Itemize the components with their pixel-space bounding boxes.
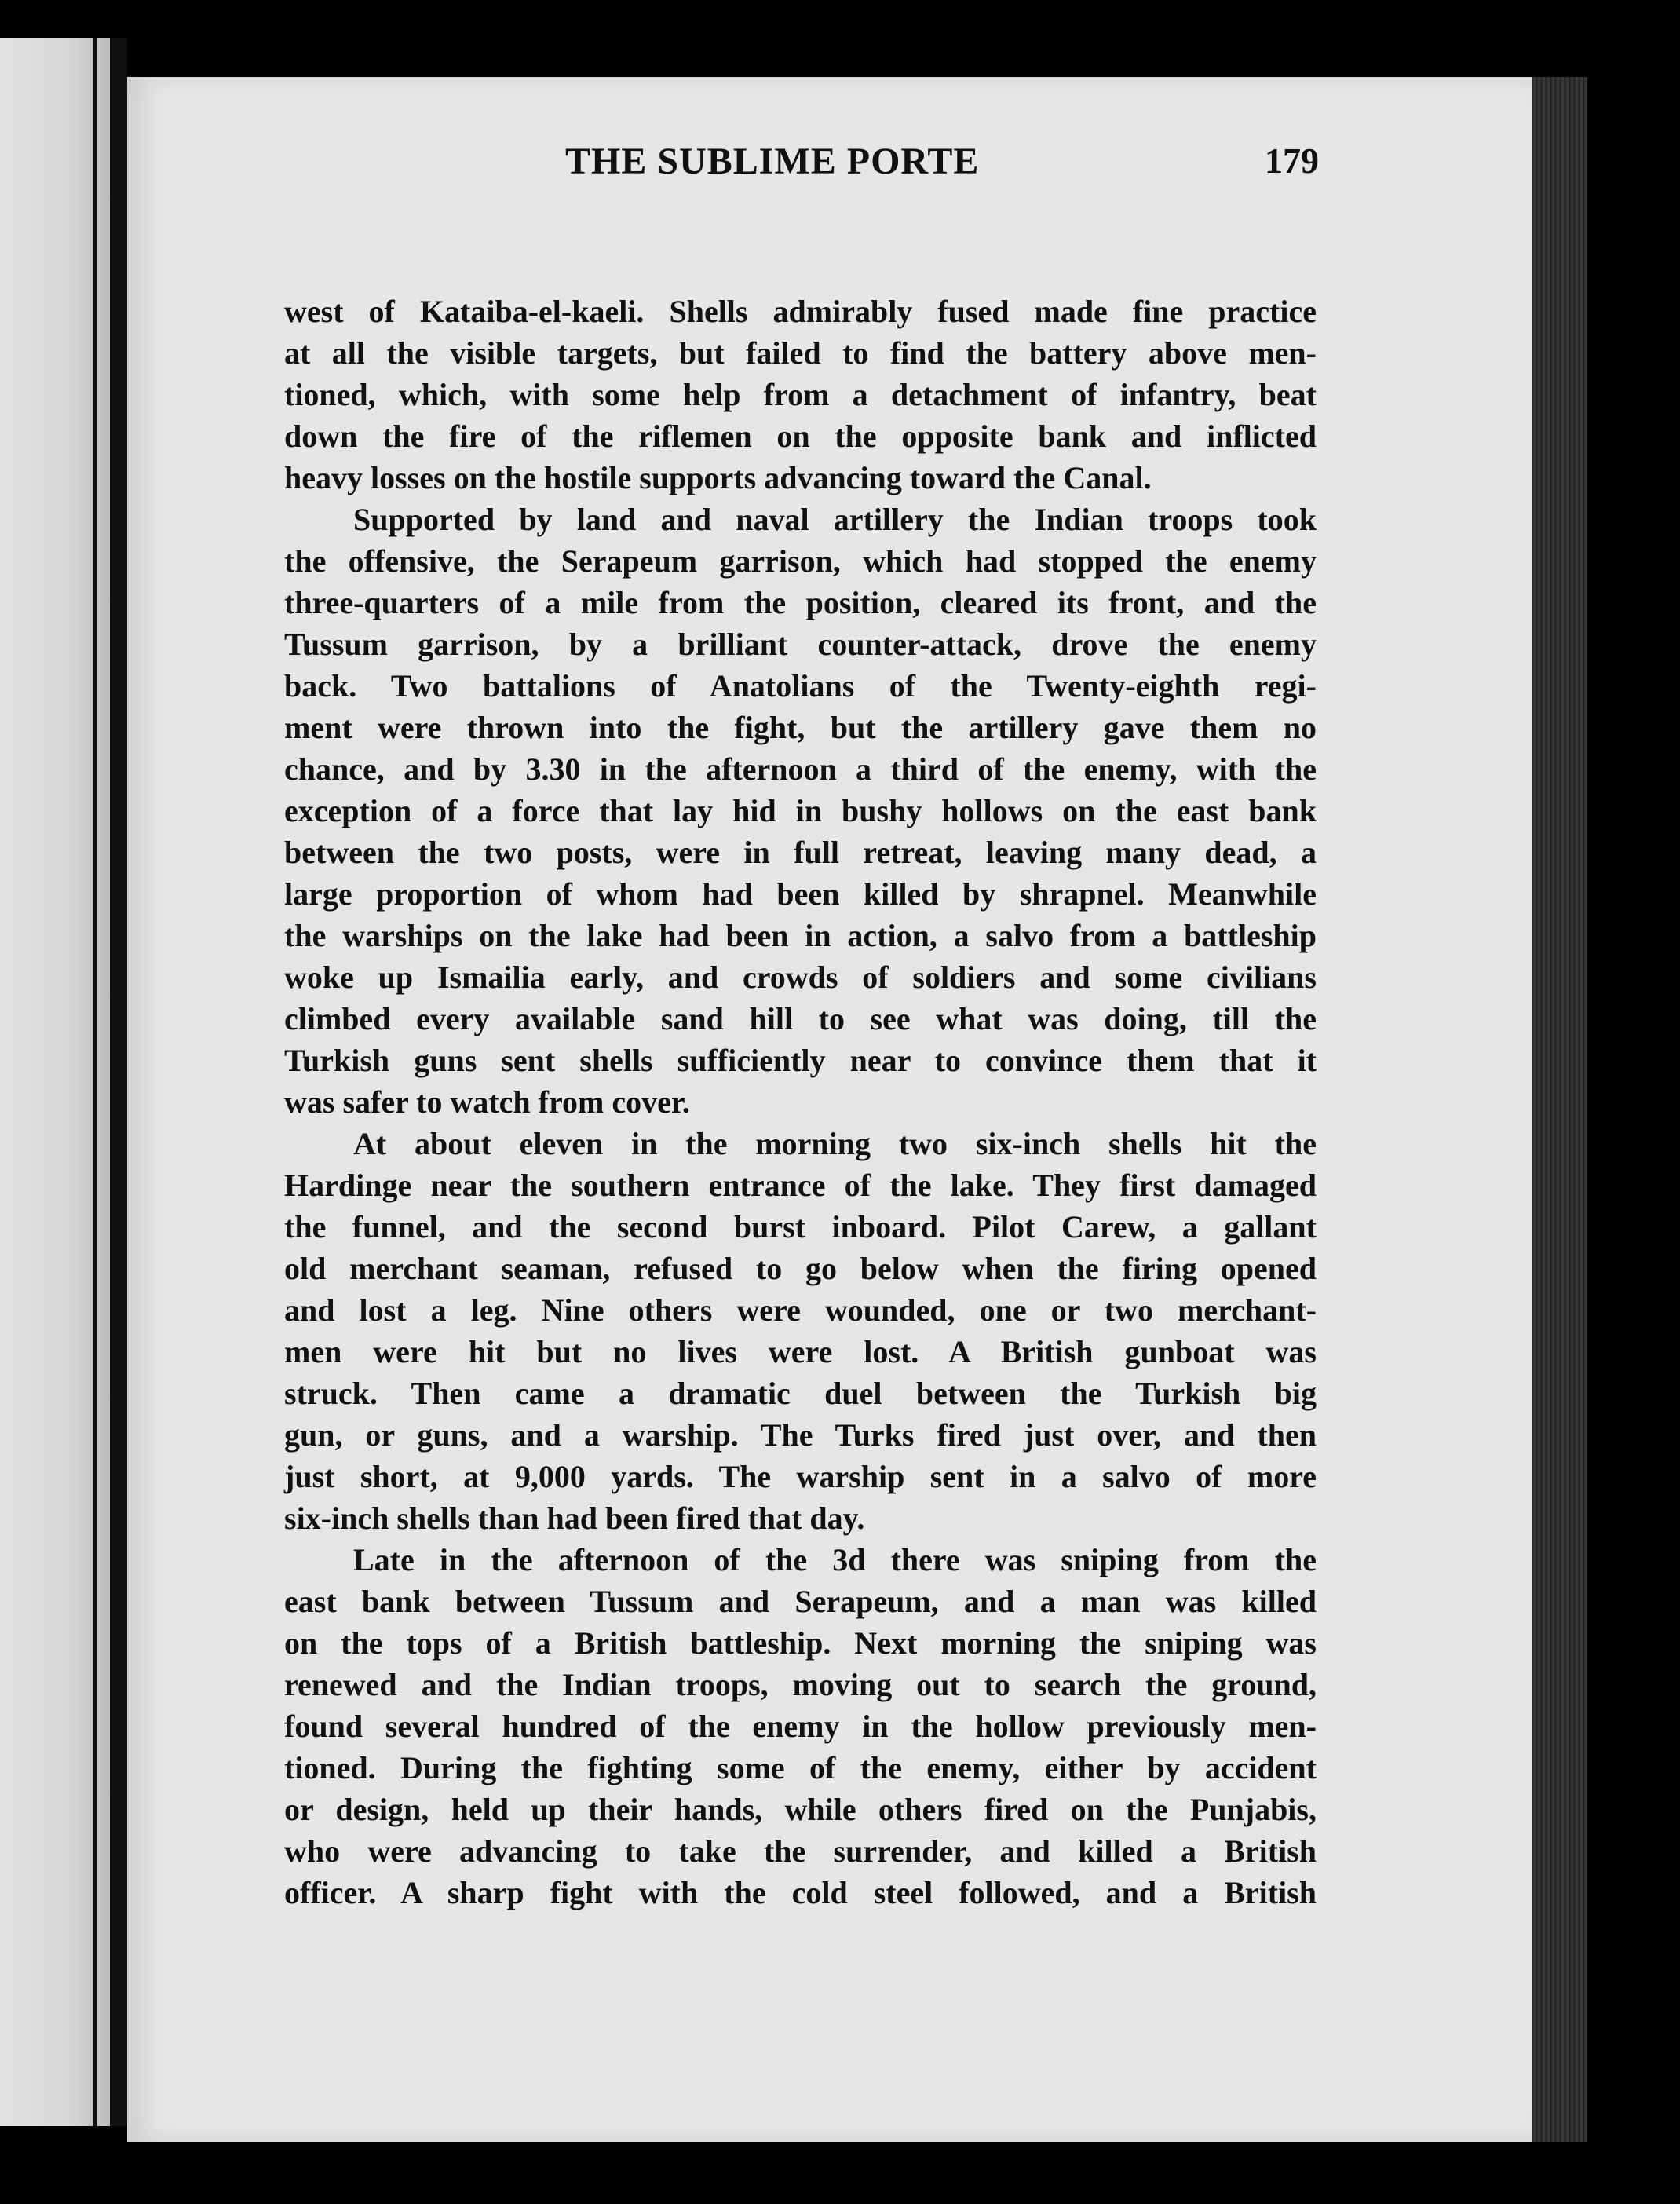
text-line: At about eleven in the morning two six-inch shells hit the (353, 1126, 1317, 1161)
text-line: officer. A sharp fight with the cold steel followed, and a British (284, 1875, 1317, 1910)
text-line: found several hundred of the enemy in the hollow previously men- (284, 1709, 1317, 1744)
text-line: east bank between Tussum and Serapeum, and a man was killed (284, 1584, 1317, 1619)
page-stack-edge (1532, 77, 1587, 2142)
book-gutter (110, 38, 127, 2126)
text-line: or design, held up their hands, while others fired on the Punjabis, (284, 1792, 1317, 1827)
text-line: on the tops of a British battleship. Next morning the sniping was (284, 1625, 1317, 1661)
left-page-rule (93, 38, 97, 2126)
text-line: the warships on the lake had been in action, a salvo from a battleship (284, 918, 1317, 953)
text-line: tioned. During the fighting some of the enemy, either by accident (284, 1750, 1317, 1785)
text-line: down the fire of the riflemen on the opposite bank and inflicted (284, 419, 1317, 454)
text-line: struck. Then came a dramatic duel between the Turkish big (284, 1376, 1317, 1411)
text-line: and lost a leg. Nine others were wounded, one or two merchant- (284, 1292, 1317, 1328)
text-line: west of Kataiba-el-kaeli. Shells admirably fused made fine practice (284, 294, 1317, 329)
text-line: climbed every available sand hill to see what was doing, till the (284, 1001, 1317, 1036)
text-line: woke up Ismailia early, and crowds of soldiers and some civilians (284, 959, 1317, 995)
text-line: Supported by land and naval artillery the Indian troops took (353, 502, 1317, 537)
text-line: renewed and the Indian troops, moving out to search the ground, (284, 1667, 1317, 1702)
text-line: tioned, which, with some help from a detachment of infantry, beat (284, 377, 1317, 412)
body-text (284, 291, 1317, 1913)
text-line: heavy losses on the hostile supports advancing toward the Canal. (284, 460, 1152, 495)
page-number: 179 (1265, 141, 1319, 181)
text-line: exception of a force that lay hid in bushy hollows on the east bank (284, 793, 1317, 828)
text-line: Turkish guns sent shells sufficiently near to convince them that it (284, 1043, 1317, 1078)
text-line: large proportion of whom had been killed by shrapnel. Meanwhile (284, 876, 1317, 912)
text-line: ment were thrown into the fight, but the artillery gave them no (284, 710, 1317, 745)
text-line: three-quarters of a mile from the position, cleared its front, and the (284, 585, 1317, 620)
text-line: old merchant seaman, refused to go below when the firing opened (284, 1251, 1317, 1286)
text-line: the offensive, the Serapeum garrison, which had stopped the enemy (284, 543, 1317, 579)
text-line: the funnel, and the second burst inboard. Pilot Carew, a gallant (284, 1209, 1317, 1245)
text-line: was safer to watch from cover. (284, 1084, 690, 1120)
text-line: Hardinge near the southern entrance of the lake. They first damaged (284, 1168, 1317, 1203)
text-line: between the two posts, were in full retreat, leaving many dead, a (284, 835, 1317, 870)
text-line: at all the visible targets, but failed to find the battery above men- (284, 335, 1317, 371)
text-line: six-inch shells than had been fired that day. (284, 1500, 865, 1536)
text-line: chance, and by 3.30 in the afternoon a third of the enemy, with the (284, 751, 1317, 787)
text-line: men were hit but no lives were lost. A British gunboat was (284, 1334, 1317, 1369)
left-page-edge (0, 38, 110, 2126)
text-line: Late in the afternoon of the 3d there was sniping from the (353, 1542, 1317, 1577)
text-line: who were advancing to take the surrender, and killed a British (284, 1833, 1317, 1869)
page-header-title: THE SUBLIME PORTE (565, 141, 980, 182)
text-line: just short, at 9,000 yards. The warship sent in a salvo of more (284, 1459, 1317, 1494)
text-line: back. Two battalions of Anatolians of the Twenty-eighth regi- (284, 668, 1317, 704)
text-line: Tussum garrison, by a brilliant counter-attack, drove the enemy (284, 627, 1317, 662)
running-head (157, 140, 1319, 203)
text-line: gun, or guns, and a warship. The Turks fired just over, and then (284, 1417, 1317, 1453)
